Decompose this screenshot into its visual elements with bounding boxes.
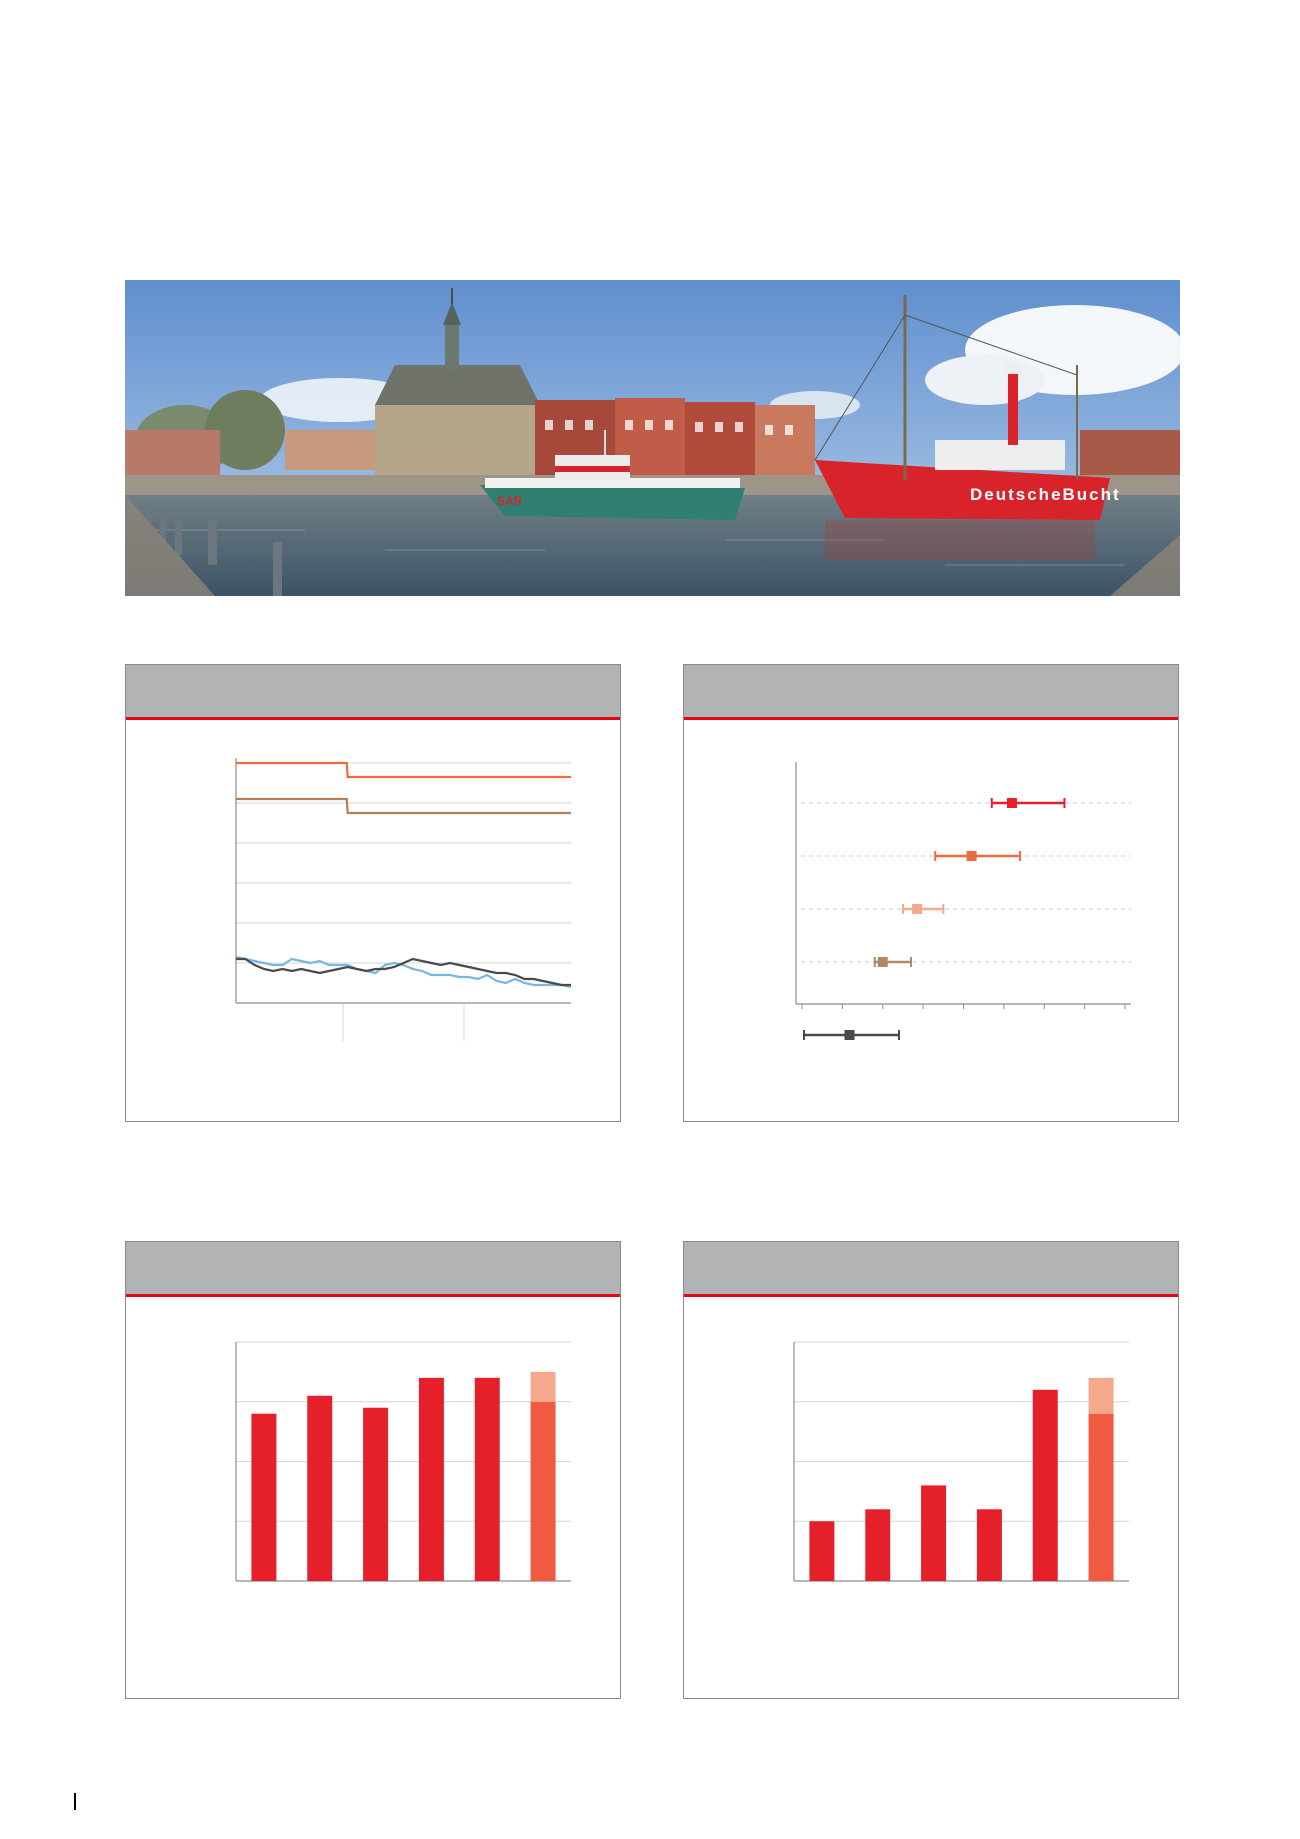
bar-chart-right	[684, 1297, 1178, 1698]
panel-header	[684, 665, 1178, 720]
series-line-3	[236, 957, 571, 987]
bar	[809, 1521, 834, 1581]
range-midpoint	[878, 957, 888, 967]
legend-midpoint	[845, 1030, 855, 1040]
panel-header	[684, 1242, 1178, 1297]
bar	[475, 1378, 500, 1581]
bar	[921, 1485, 946, 1581]
bar	[1033, 1390, 1058, 1581]
bar	[419, 1378, 444, 1581]
harbour-panorama-illustration	[125, 280, 1180, 596]
series-line-1	[236, 763, 571, 777]
bar	[865, 1509, 890, 1581]
range-midpoint	[967, 851, 977, 861]
bar	[977, 1509, 1002, 1581]
range-chart	[684, 720, 1178, 1121]
bar	[363, 1408, 388, 1581]
harbour-panorama-photo	[125, 280, 1180, 596]
range-midpoint	[912, 904, 922, 914]
panel-header	[126, 665, 620, 720]
page-folio-mark	[74, 1793, 76, 1810]
bar	[531, 1402, 556, 1581]
bar	[307, 1396, 332, 1581]
boat-lettering: SAR	[497, 494, 523, 508]
range-midpoint	[1007, 798, 1017, 808]
bar-chart-panel-left	[125, 1241, 621, 1699]
bar-segment-projection	[531, 1372, 556, 1402]
bar-chart-panel-right	[683, 1241, 1179, 1699]
range-chart-panel	[683, 664, 1179, 1122]
line-chart-panel	[125, 664, 621, 1122]
panel-header	[126, 1242, 620, 1297]
series-line-2	[236, 799, 571, 813]
line-chart	[126, 720, 620, 1121]
bar-segment-projection	[1089, 1378, 1114, 1414]
bar-chart-left	[126, 1297, 620, 1698]
bar	[1089, 1414, 1114, 1581]
ship-lettering: DeutscheBucht	[970, 485, 1121, 504]
bar	[251, 1414, 276, 1581]
